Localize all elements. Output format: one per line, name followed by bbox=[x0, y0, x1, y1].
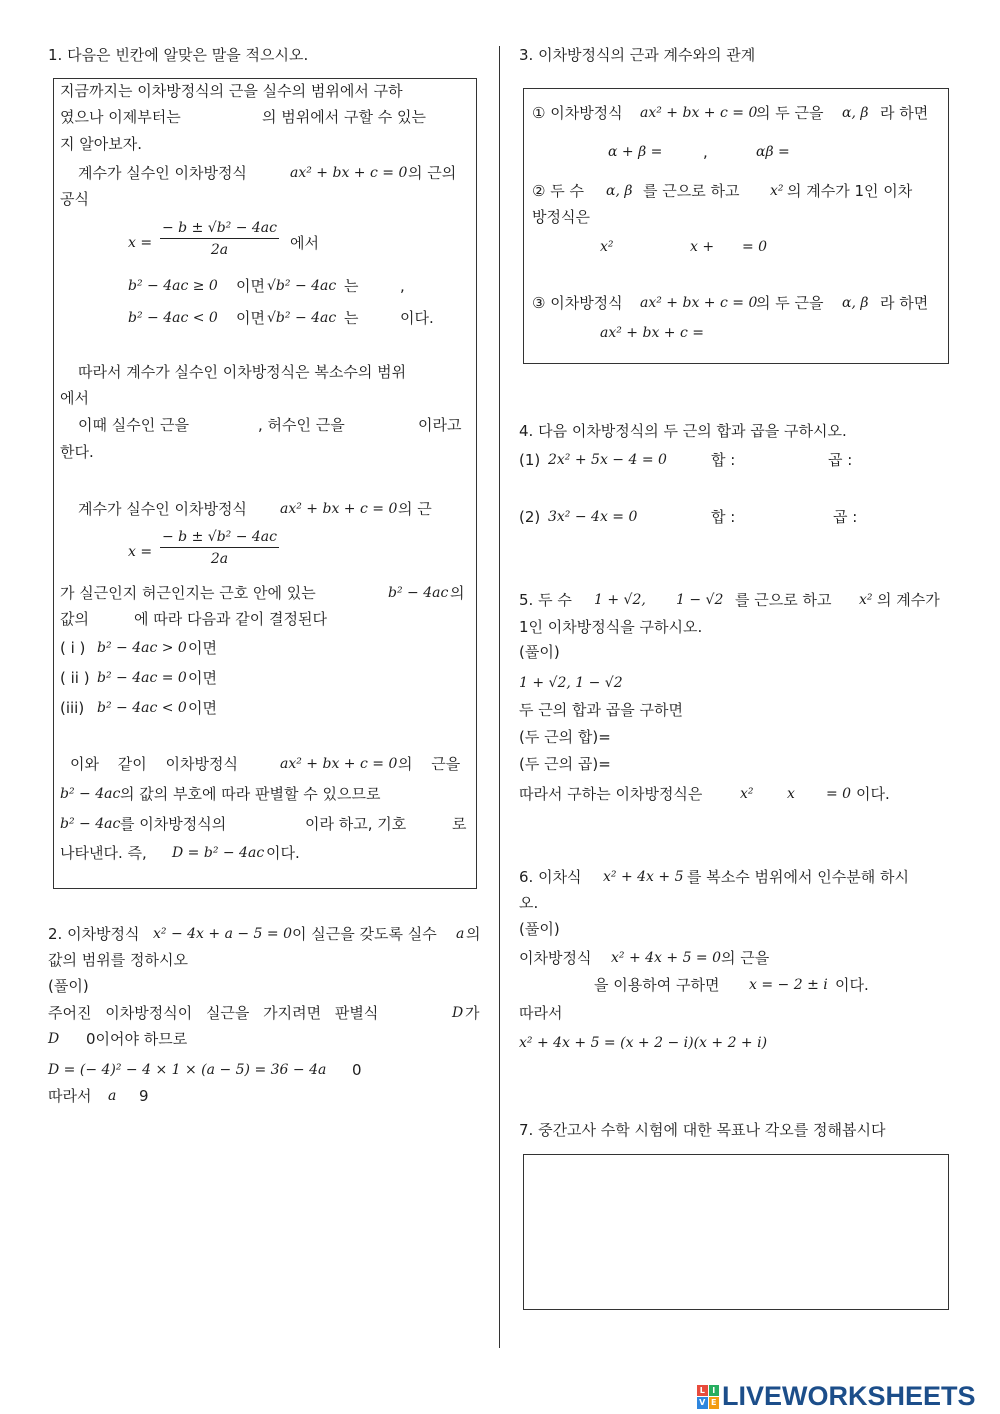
q5-solution-label: (풀이) bbox=[519, 643, 560, 661]
general-equation: ax² + bx + c = 0 bbox=[640, 105, 758, 121]
q1-text: 에서 bbox=[60, 389, 89, 407]
x-squared: x² bbox=[770, 183, 784, 199]
q3-text: 의 두 근을 bbox=[756, 294, 824, 312]
general-equation: ax² + bx + c = 0 bbox=[280, 501, 398, 517]
q5-title: 5. 두 수 bbox=[519, 591, 572, 609]
logo-letter: L bbox=[697, 1385, 708, 1397]
formula-numerator: − b ± √b² − 4ac bbox=[160, 529, 279, 548]
q5-roots: 1 + √2, 1 − √2 bbox=[519, 675, 623, 691]
formula-denominator: 2a bbox=[210, 551, 229, 567]
case-label: (iii) bbox=[60, 699, 85, 717]
case-expr: b² − 4ac < 0 bbox=[97, 700, 187, 716]
liveworksheets-logo-text: LIVEWORKSHEETS bbox=[722, 1381, 976, 1411]
general-equation: ax² + bx + c = 0 bbox=[280, 756, 398, 772]
q1-text: 이와 같이 이차방정식 bbox=[70, 755, 238, 773]
q2-text: 0 bbox=[352, 1061, 362, 1079]
q6-title: 6. 이차식 bbox=[519, 868, 582, 886]
q1-text: 한다. bbox=[60, 443, 94, 461]
case-text: 이면 bbox=[188, 639, 217, 657]
q2-text: 9 bbox=[139, 1087, 149, 1105]
q1-text: 로 bbox=[452, 815, 467, 833]
q1-text: 이때 실수인 근을 bbox=[78, 416, 189, 434]
q1-text: 지 알아보자. bbox=[60, 135, 142, 153]
q6-factorization: x² + 4x + 5 = (x + 2 − i)(x + 2 + i) bbox=[519, 1035, 768, 1051]
formula-suffix: 에서 bbox=[290, 234, 319, 252]
q3-text: 라 하면 bbox=[880, 294, 929, 312]
q6-text: 따라서 bbox=[519, 1004, 563, 1022]
q4-title: 4. 다음 이차방정식의 두 근의 합과 곱을 구하시오. bbox=[519, 422, 847, 440]
q4-p1-label: (1) bbox=[519, 451, 541, 469]
q1-text: 에 따라 다음과 같이 결정된다 bbox=[134, 610, 327, 628]
case-text: 이면 bbox=[188, 699, 217, 717]
q1-text: , 허수인 근을 bbox=[258, 416, 345, 434]
q7-title: 7. 중간고사 수학 시험에 대한 목표나 각오를 정해봅시다 bbox=[519, 1121, 886, 1139]
q5-title: 1인 이차방정식을 구하시오. bbox=[519, 618, 703, 636]
q3-text: 방정식은 bbox=[532, 208, 590, 226]
q6-title: 오. bbox=[519, 894, 539, 912]
alpha-beta: α, β bbox=[842, 105, 869, 121]
discriminant-expr: b² − 4ac bbox=[60, 816, 121, 832]
q1-text: 였으나 이제부터는 bbox=[60, 108, 181, 126]
q1-text: 는 bbox=[344, 277, 359, 295]
sqrt-expr: √b² − 4ac bbox=[267, 310, 337, 326]
q1-text: 이면 bbox=[236, 277, 265, 295]
formula-lhs: x = bbox=[128, 235, 153, 251]
q3-text: ① 이차방정식 bbox=[532, 104, 623, 122]
q3-box bbox=[523, 88, 949, 364]
x-squared: x² bbox=[600, 239, 614, 255]
case-text: 이면 bbox=[188, 669, 217, 687]
q1-text: 따라서 계수가 실수인 이차방정식은 복소수의 범위 bbox=[78, 363, 407, 381]
q2-text: 가 bbox=[465, 1004, 480, 1022]
q2-d: D bbox=[452, 1005, 464, 1021]
q2-text: 0이어야 하므로 bbox=[86, 1030, 188, 1048]
q3-text: 의 계수가 1인 이차 bbox=[787, 182, 913, 200]
liveworksheets-logo[interactable] bbox=[697, 1381, 976, 1412]
q1-text: 를 이차방정식의 bbox=[120, 815, 227, 833]
x-squared: x² bbox=[859, 592, 873, 608]
q2-a: a bbox=[108, 1088, 117, 1104]
q2-title: 2. 이차방정식 bbox=[48, 925, 140, 943]
discriminant-expr: b² − 4ac bbox=[388, 585, 449, 601]
q4-prod-label: 곱 : bbox=[833, 508, 858, 526]
q1-text: 이면 bbox=[236, 309, 265, 327]
discriminant-definition: D = b² − 4ac bbox=[172, 845, 265, 861]
q6-text: 이차방정식 bbox=[519, 949, 592, 967]
q6-roots: x = − 2 ± i bbox=[749, 977, 828, 993]
q2-title: 의 bbox=[466, 925, 481, 943]
q4-sum-label: 합 : bbox=[711, 451, 736, 469]
sum-of-roots: α + β = bbox=[608, 144, 663, 160]
q6-text: 의 근을 bbox=[721, 949, 770, 967]
q1-text: 공식 bbox=[60, 190, 89, 208]
logo-letter: I bbox=[709, 1385, 720, 1397]
q2-title: 값의 범위를 정하시오 bbox=[48, 951, 188, 969]
q1-text: 가 실근인지 허근인지는 근호 안에 있는 bbox=[60, 584, 316, 602]
q1-title: 1. 다음은 빈칸에 알맞은 말을 적으시오. bbox=[48, 46, 309, 64]
q2-solution-label: (풀이) bbox=[48, 977, 89, 995]
q1-text: 값의 bbox=[60, 610, 89, 628]
formula-numerator: − b ± √b² − 4ac bbox=[160, 220, 279, 239]
q1-text: 의 근을 bbox=[398, 755, 461, 773]
product-of-roots: αβ = bbox=[756, 144, 790, 160]
q5-zero: = 0 bbox=[826, 786, 852, 802]
case-label: ( i ) bbox=[60, 639, 86, 657]
q6-solution-label: (풀이) bbox=[519, 920, 560, 938]
cond-lt: b² − 4ac < 0 bbox=[128, 310, 218, 326]
q2-d: D bbox=[48, 1031, 60, 1047]
discriminant-expr: b² − 4ac bbox=[60, 786, 121, 802]
q1-text: 는 bbox=[344, 309, 359, 327]
q1-text: 의 근 bbox=[398, 500, 432, 518]
quadratic-formula bbox=[160, 529, 279, 567]
q2-title: 이 실근을 갖도록 실수 bbox=[292, 925, 437, 943]
q4-prod-label: 곱 : bbox=[828, 451, 853, 469]
q2-variable: a bbox=[456, 926, 465, 942]
q1-text: 이라고 bbox=[418, 416, 462, 434]
q3-text: ③ 이차방정식 bbox=[532, 294, 623, 312]
q5-text: (두 근의 합)= bbox=[519, 728, 611, 746]
q1-text: 계수가 실수인 이차방정식 bbox=[78, 164, 247, 182]
q1-text: 지금까지는 이차방정식의 근을 실수의 범위에서 구하 bbox=[60, 82, 403, 100]
q1-text: 의 범위에서 구할 수 있는 bbox=[262, 108, 426, 126]
q3-text: ② 두 수 bbox=[532, 182, 584, 200]
q3-text: 의 두 근을 bbox=[756, 104, 824, 122]
q2-equation: x² − 4x + a − 5 = 0 bbox=[153, 926, 292, 942]
q3-text: 를 근으로 하고 bbox=[643, 182, 740, 200]
q5-x: x bbox=[787, 786, 795, 802]
q1-text: 나타낸다. 즉, bbox=[60, 844, 147, 862]
alpha-beta: α, β bbox=[606, 183, 633, 199]
q3-text: 라 하면 bbox=[880, 104, 929, 122]
q4-p2-label: (2) bbox=[519, 508, 541, 526]
q6-text: 을 이용하여 구하면 bbox=[594, 976, 720, 994]
quadratic-formula bbox=[160, 220, 279, 258]
q2-discriminant: D = (− 4)² − 4 × 1 × (a − 5) = 36 − 4a bbox=[48, 1062, 327, 1078]
q5-text: 두 근의 합과 곱을 구하면 bbox=[519, 701, 683, 719]
q3-title: 3. 이차방정식의 근과 계수와의 관계 bbox=[519, 46, 756, 64]
q1-text: 이다. bbox=[266, 844, 300, 862]
cond-ge: b² − 4ac ≥ 0 bbox=[128, 278, 218, 294]
q1-text: 의 근의 bbox=[408, 164, 457, 182]
q6-expression: x² + 4x + 5 bbox=[603, 869, 684, 885]
q4-p1-equation: 2x² + 5x − 4 = 0 bbox=[548, 452, 667, 468]
q3-eq-zero: = 0 bbox=[742, 239, 768, 255]
case-label: ( ii ) bbox=[60, 669, 90, 687]
q1-text: 이라 하고, 기호 bbox=[305, 815, 407, 833]
general-equation: ax² + bx + c = 0 bbox=[290, 165, 408, 181]
q1-text: 이다. bbox=[400, 309, 434, 327]
column-divider bbox=[499, 46, 500, 1348]
q2-text: 주어진 이차방정식이 실근을 가지려면 판별식 bbox=[48, 1004, 379, 1022]
q5-title: 의 계수가 bbox=[877, 591, 940, 609]
alpha-beta: α, β bbox=[842, 295, 869, 311]
case-expr: b² − 4ac > 0 bbox=[97, 640, 187, 656]
case-expr: b² − 4ac = 0 bbox=[97, 670, 187, 686]
q6-title: 를 복소수 범위에서 인수분해 하시 bbox=[687, 868, 909, 886]
logo-letter: E bbox=[709, 1397, 720, 1409]
q5-root1: 1 + √2, bbox=[594, 592, 646, 608]
q5-text: (두 근의 곱)= bbox=[519, 755, 611, 773]
formula-denominator: 2a bbox=[210, 242, 229, 258]
q5-root2: 1 − √2 bbox=[676, 592, 724, 608]
sqrt-expr: √b² − 4ac bbox=[267, 278, 337, 294]
q5-text: 따라서 구하는 이차방정식은 bbox=[519, 785, 703, 803]
general-equation: ax² + bx + c = 0 bbox=[640, 295, 758, 311]
q1-text: 의 bbox=[450, 584, 465, 602]
liveworksheets-logo-icon bbox=[697, 1385, 719, 1409]
q1-text: , bbox=[400, 277, 405, 295]
q4-sum-label: 합 : bbox=[711, 508, 736, 526]
q6-text: 이다. bbox=[835, 976, 869, 994]
x-squared: x² bbox=[740, 786, 754, 802]
formula-lhs: x = bbox=[128, 544, 153, 560]
q2-text: 따라서 bbox=[48, 1087, 92, 1105]
q7-answer-box[interactable] bbox=[523, 1154, 949, 1310]
q5-title: 를 근으로 하고 bbox=[735, 591, 832, 609]
q3-text: , bbox=[703, 143, 708, 161]
q1-text: 의 값의 부호에 따라 판별할 수 있으므로 bbox=[120, 785, 381, 803]
q3-eq-x: x + bbox=[690, 239, 715, 255]
q5-text: 이다. bbox=[856, 785, 890, 803]
q6-equation: x² + 4x + 5 = 0 bbox=[611, 950, 722, 966]
logo-letter: V bbox=[697, 1397, 708, 1409]
q3-factor-expr: ax² + bx + c = bbox=[600, 325, 704, 341]
q1-text: 계수가 실수인 이차방정식 bbox=[78, 500, 247, 518]
q4-p2-equation: 3x² − 4x = 0 bbox=[548, 509, 638, 525]
